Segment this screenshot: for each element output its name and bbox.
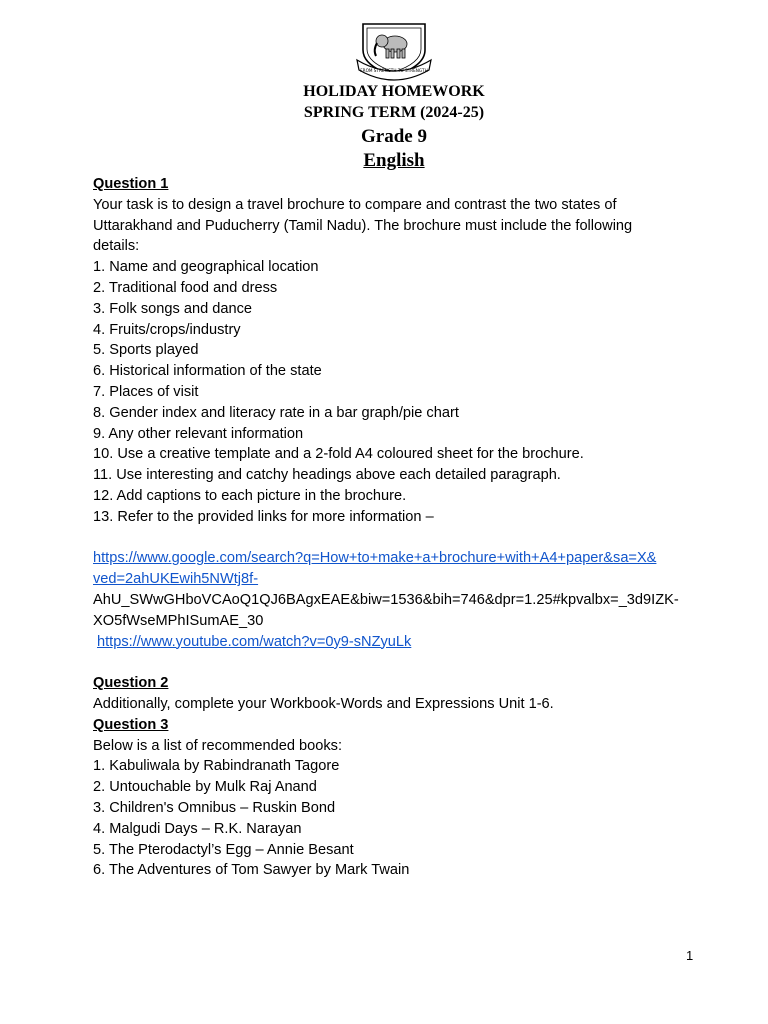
brochure-link-line-1[interactable]: https://www.google.com/search?q=How+to+make+a+brochure+with+A4+paper&sa=X& [93,550,657,567]
list-item: 6. Historical information of the state [93,363,322,380]
brochure-link-continuation: XO5fWseMPhISumAE_30 [93,612,264,629]
list-item: 10. Use a creative template and a 2-fold A4 coloured sheet for the brochure. [93,446,584,463]
list-item: 5. Sports played [93,342,199,359]
book-list-item: 2. Untouchable by Mulk Raj Anand [93,779,317,796]
question-1-intro-line: Your task is to design a travel brochure to compare and contrast the two states of [93,196,617,213]
list-item: 8. Gender index and literacy rate in a bar graph/pie chart [93,404,459,421]
list-item: 7. Places of visit [93,383,199,400]
document-body [93,174,703,881]
question-2-heading: Question 2 [93,675,169,692]
title-term: SPRING TERM (2024-25) [303,104,485,121]
list-item: 1. Name and geographical location [93,259,319,276]
question-1-intro-line: details: [93,238,140,255]
school-logo [355,20,433,82]
youtube-link[interactable]: https://www.youtube.com/watch?v=0y9-sNZyuLk [97,633,412,650]
book-list-item: 4. Malgudi Days – R.K. Narayan [93,820,302,837]
question-3-heading: Question 3 [93,716,169,733]
book-list-item: 5. The Pterodactyl’s Egg – Annie Besant [93,841,354,858]
elephant-crest-icon [355,20,433,82]
spacer [93,528,703,549]
brochure-link-line-2[interactable]: ved=2ahUKEwih5NWtj8f- [93,571,259,588]
list-item: 4. Fruits/crops/industry [93,321,241,338]
question-1-intro-line: Uttarakhand and Puducherry (Tamil Nadu). The brochure must include the following [93,217,633,234]
book-list-item: 3. Children's Omnibus – Ruskin Bond [93,799,336,816]
list-item: 12. Add captions to each picture in the brochure. [93,487,407,504]
list-item: 13. Refer to the provided links for more information – [93,508,434,525]
list-item: 9. Any other relevant information [93,425,304,442]
title-holiday-homework: HOLIDAY HOMEWORK [303,83,485,100]
logo-motto: FROM STRENGTH TO STRENGTH [360,68,428,73]
book-list-item: 1. Kabuliwala by Rabindranath Tagore [93,758,340,775]
title-subject: English [363,150,425,171]
title-grade: Grade 9 [361,126,427,147]
spacer [93,652,703,673]
list-item: 11. Use interesting and catchy headings above each detailed paragraph. [93,467,561,484]
page-number: 1 [686,948,694,963]
book-list-item: 6. The Adventures of Tom Sawyer by Mark Twain [93,862,410,879]
list-item: 3. Folk songs and dance [93,300,253,317]
brochure-link-continuation: AhU_SWwGHboVCAoQ1QJ6BAgxEAE&biw=1536&bih=746&dpr=1.25#kpvalbx=_3d9IZK- [93,591,679,608]
list-item: 2. Traditional food and dress [93,279,278,296]
question-3-intro: Below is a list of recommended books: [93,737,343,754]
question-1-heading: Question 1 [93,176,169,192]
question-2-text: Additionally, complete your Workbook-Words and Expressions Unit 1-6. [93,695,554,712]
